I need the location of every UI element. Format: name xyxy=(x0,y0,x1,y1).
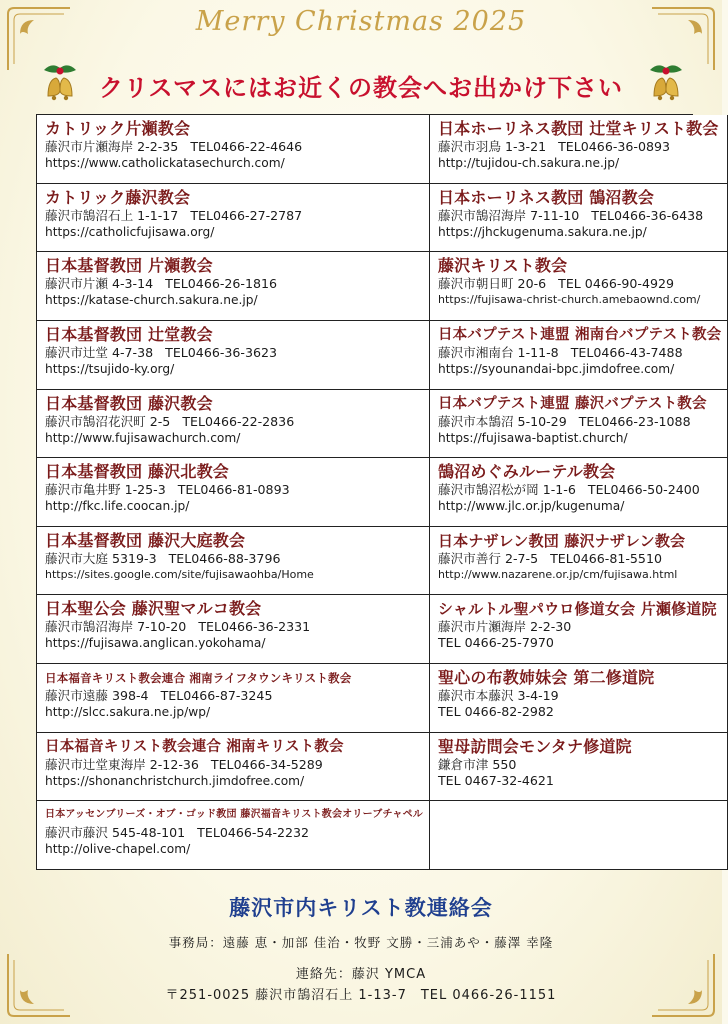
church-entry xyxy=(430,733,728,802)
church-phone: TEL 0466-90-4929 xyxy=(558,276,675,292)
church-url[interactable]: https://fujisawa-baptist.church/ xyxy=(437,430,628,445)
council-title: 藤沢市内キリスト教連絡会 xyxy=(229,896,493,920)
church-address: 藤沢市亀井野 1-25-3 xyxy=(45,482,166,498)
church-name: シャルトル聖パウロ修道女会 片瀬修道院 xyxy=(437,600,717,619)
church-entry xyxy=(430,664,728,733)
church-url[interactable]: http://www.jlc.or.jp/kugenuma/ xyxy=(437,499,625,514)
church-address: 藤沢市遠藤 398-4 xyxy=(45,688,149,704)
church-address: 藤沢市羽鳥 1-3-21 xyxy=(437,139,547,154)
church-name: 聖母訪問会モンタナ修道院 xyxy=(437,736,632,756)
church-address: 藤沢市本藤沢 3-4-19 xyxy=(437,688,559,704)
church-address: 藤沢市鵠沼石上 1-1-17 xyxy=(45,207,179,223)
church-url[interactable]: https://www.catholickatasechurch.com/ xyxy=(45,156,285,170)
church-entry xyxy=(430,595,728,664)
church-entry xyxy=(430,527,728,596)
church-url[interactable]: http://slcc.sakura.ne.jp/wp/ xyxy=(45,705,211,720)
church-address: 鎌倉市津 550 xyxy=(437,756,517,772)
contact-label: 連絡先：藤沢 YMCA xyxy=(295,967,427,982)
church-entry xyxy=(430,252,728,321)
church-name: 日本基督教団 藤沢北教会 xyxy=(45,462,229,482)
church-phone: TEL0466-22-2836 xyxy=(182,413,295,429)
church-address: 藤沢市鵠沼松が岡 1-1-6 xyxy=(437,482,576,498)
church-address: 藤沢市辻堂 4-7-38 xyxy=(45,344,154,360)
church-phone: TEL0466-50-2400 xyxy=(587,482,700,498)
church-name: 日本ナザレン教団 藤沢ナザレン教会 xyxy=(437,531,686,550)
church-name: 日本バプテスト連盟 藤沢バプテスト教会 xyxy=(437,395,707,412)
church-name: 日本基督教団 藤沢大庭教会 xyxy=(45,530,246,550)
church-phone: TEL0466-36-6438 xyxy=(591,207,704,223)
church-phone: TEL0466-36-2331 xyxy=(198,619,311,635)
church-entry xyxy=(37,527,430,596)
church-entry xyxy=(430,184,728,253)
church-address: 藤沢市藤沢 545-48-101 xyxy=(45,825,186,841)
church-url[interactable]: https://shonanchristchurch.jimdofree.com/ xyxy=(45,773,305,788)
church-url[interactable]: http://tujidou-ch.sakura.ne.jp/ xyxy=(437,156,620,170)
church-address: 藤沢市辻堂東海岸 2-12-36 xyxy=(45,756,199,772)
church-phone: TEL0466-87-3245 xyxy=(160,688,273,704)
church-name: 藤沢キリスト教会 xyxy=(437,256,568,276)
church-name: 日本基督教団 辻堂教会 xyxy=(45,324,213,344)
church-entry xyxy=(37,733,430,802)
church-phone: TEL0466-36-3623 xyxy=(165,344,278,360)
church-name: 日本基督教団 片瀬教会 xyxy=(45,256,213,276)
church-entry xyxy=(430,321,728,390)
church-address: 藤沢市大庭 5319-3 xyxy=(45,550,157,566)
church-entry xyxy=(430,458,728,527)
church-phone: TEL0466-43-7488 xyxy=(570,344,683,360)
church-address: 藤沢市朝日町 20-6 xyxy=(437,276,547,292)
church-entry xyxy=(37,115,430,184)
church-name: 日本バプテスト連盟 湘南台バプテスト教会 xyxy=(437,326,722,343)
office-members: 事務局：遠藤 恵・加部 佳治・牧野 文勝・三浦あや・藤澤 幸隆 xyxy=(168,935,554,950)
church-phone: TEL 0467-32-4621 xyxy=(437,772,554,788)
church-name: 日本福音キリスト教会連合 湘南キリスト教会 xyxy=(45,738,344,755)
church-phone: TEL 0466-25-7970 xyxy=(437,635,554,651)
church-entry xyxy=(37,184,430,253)
church-name: 日本基督教団 藤沢教会 xyxy=(45,393,213,413)
church-address: 藤沢市善行 2-7-5 xyxy=(437,550,539,566)
church-entry xyxy=(37,390,430,459)
church-entry xyxy=(37,252,430,321)
church-url[interactable]: https://katase-church.sakura.ne.jp/ xyxy=(45,293,258,308)
church-url[interactable]: https://fujisawa.anglican.yokohama/ xyxy=(45,636,266,651)
church-phone: TEL0466-26-1816 xyxy=(165,276,278,292)
church-url[interactable]: https://jhckugenuma.sakura.ne.jp/ xyxy=(437,224,647,239)
church-address: 藤沢市片瀬海岸 2-2-30 xyxy=(437,619,572,635)
church-phone: TEL0466-34-5289 xyxy=(210,756,323,772)
church-name: 聖心の布教姉妹会 第二修道院 xyxy=(437,668,655,688)
church-entry xyxy=(37,321,430,390)
church-directory-grid xyxy=(36,114,722,870)
church-phone: TEL0466-23-1088 xyxy=(578,413,691,429)
church-url[interactable]: https://sites.google.com/site/fujisawaohba/Home xyxy=(45,567,314,581)
church-address: 藤沢市鵠沼海岸 7-11-10 xyxy=(437,207,580,223)
church-name: カトリック藤沢教会 xyxy=(45,187,191,207)
church-phone: TEL0466-81-5510 xyxy=(550,550,662,566)
church-url[interactable]: https://tsujido-ky.org/ xyxy=(45,361,175,376)
church-url[interactable]: http://olive-chapel.com/ xyxy=(45,842,191,857)
church-entry xyxy=(430,390,728,459)
church-name: 日本聖公会 藤沢聖マルコ教会 xyxy=(45,599,262,619)
church-url[interactable]: http://fkc.life.coocan.jp/ xyxy=(45,499,190,514)
church-entry xyxy=(37,664,430,733)
church-address: 藤沢市湘南台 1-11-8 xyxy=(437,344,559,360)
church-address: 藤沢市片瀬 4-3-14 xyxy=(45,276,154,292)
church-address: 藤沢市片瀬海岸 2-2-35 xyxy=(45,139,179,154)
church-name: 鵠沼めぐみルーテル教会 xyxy=(437,462,616,482)
christmas-bell-icon xyxy=(644,60,688,104)
church-phone: TEL0466-27-2787 xyxy=(190,207,303,223)
church-entry xyxy=(37,458,430,527)
greeting-title: Merry Christmas 2025 xyxy=(195,6,527,37)
church-address: 藤沢市鵠沼海岸 7-10-20 xyxy=(45,619,187,635)
headline: クリスマスにはお近くの教会へお出かけ下さい xyxy=(98,74,624,102)
church-phone: TEL0466-81-0893 xyxy=(177,482,290,498)
church-name: 日本ホーリネス教団 鵠沼教会 xyxy=(437,187,655,207)
church-name: 日本アッセンブリーズ・オブ・ゴッド教団 藤沢福音キリスト教会オリーブチャペル xyxy=(45,809,423,821)
church-address: 藤沢市鵠沼花沢町 2-5 xyxy=(45,413,171,429)
church-phone: TEL0466-54-2232 xyxy=(197,825,310,841)
empty-cell xyxy=(430,801,728,870)
church-address: 藤沢市本鵠沼 5-10-29 xyxy=(437,413,567,429)
church-phone: TEL0466-88-3796 xyxy=(168,550,281,566)
church-name: 日本ホーリネス教団 辻堂キリスト教会 xyxy=(437,119,719,138)
church-url[interactable]: http://www.nazarene.or.jp/cm/fujisawa.html xyxy=(437,567,678,581)
church-entry xyxy=(37,595,430,664)
church-name: 日本福音キリスト教会連合 湘南ライフタウンキリスト教会 xyxy=(45,671,352,686)
church-url[interactable]: https://fujisawa-christ-church.amebaownd.com/ xyxy=(437,293,701,307)
church-phone: TEL0466-22-4646 xyxy=(190,139,303,154)
contact-address: 〒251-0025 藤沢市鵠沼石上 1-13-7 TEL 0466-26-1151 xyxy=(165,988,557,1003)
church-name: カトリック片瀬教会 xyxy=(45,119,191,138)
church-url[interactable]: http://www.fujisawachurch.com/ xyxy=(45,430,241,445)
church-entry xyxy=(37,801,430,870)
church-url[interactable]: https://catholicfujisawa.org/ xyxy=(45,224,215,239)
church-entry xyxy=(430,115,728,184)
church-phone: TEL0466-36-0893 xyxy=(558,139,670,154)
church-url[interactable]: https://syounandai-bpc.jimdofree.com/ xyxy=(437,361,675,376)
church-phone: TEL 0466-82-2982 xyxy=(437,704,554,720)
